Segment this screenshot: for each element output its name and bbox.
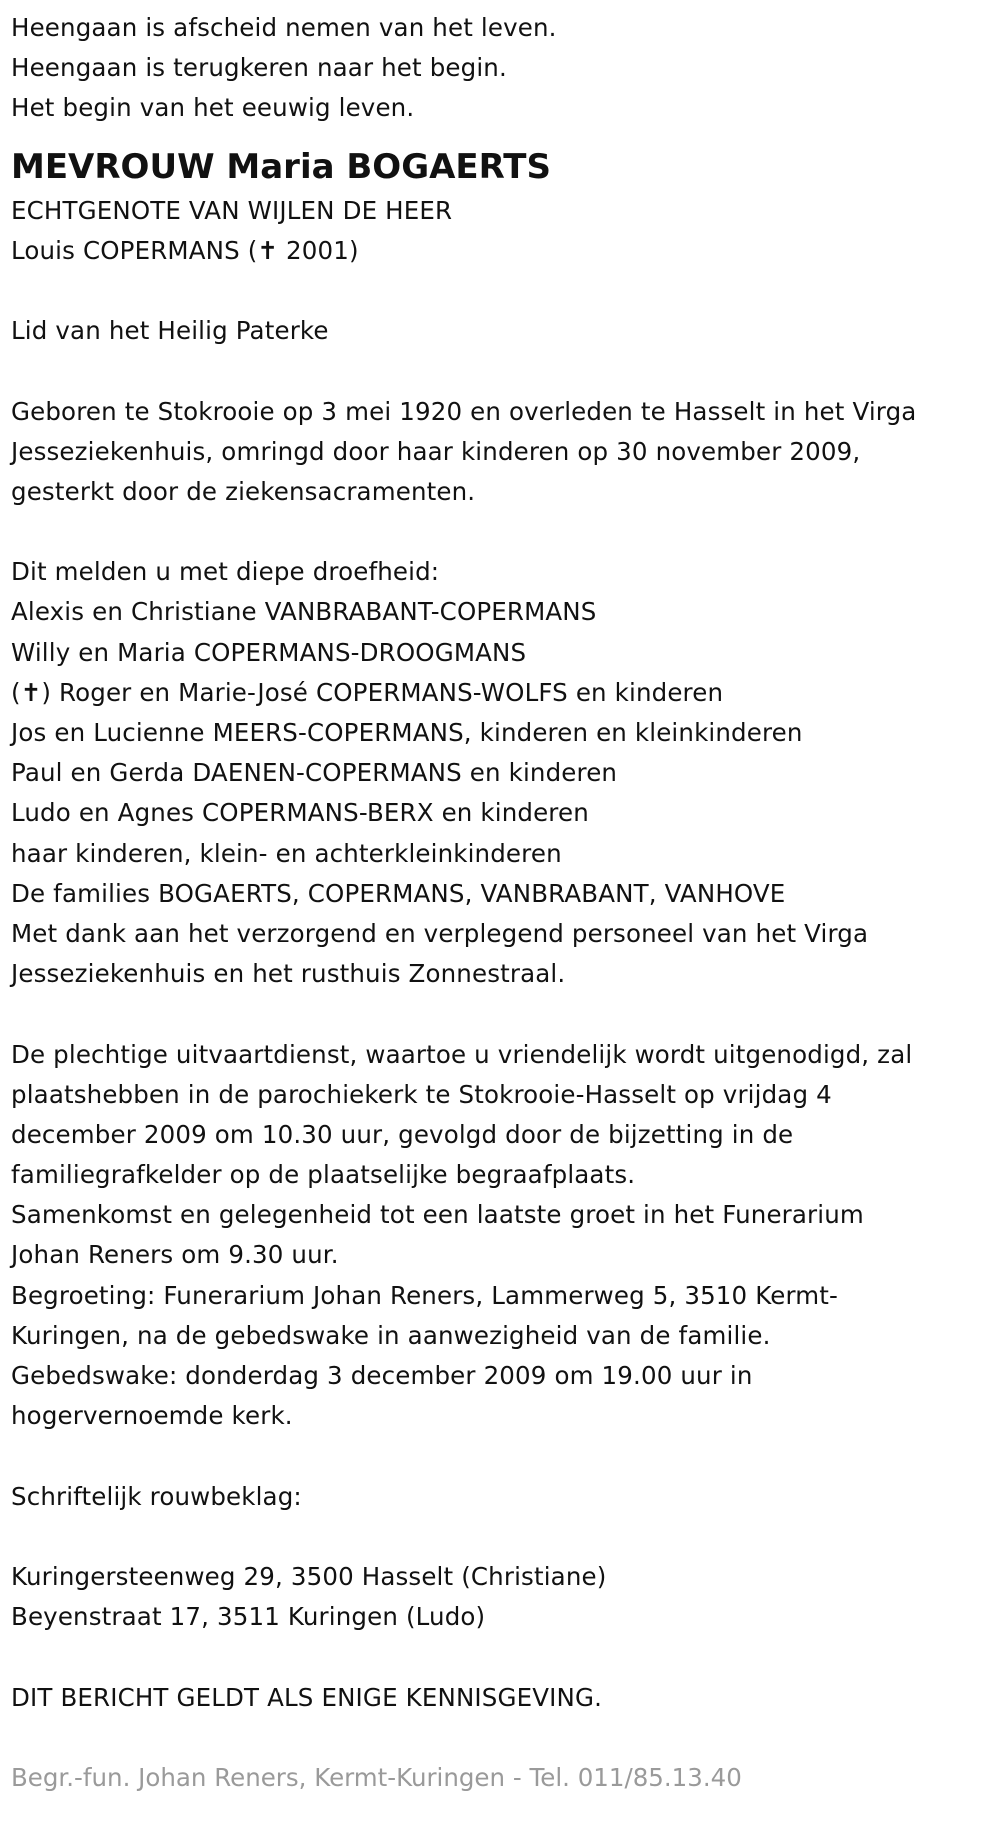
mourners-line: Jos en Lucienne MEERS-COPERMANS, kinderen en kleinkinderen bbox=[11, 718, 803, 747]
mourners-line: De families BOGAERTS, COPERMANS, VANBRABANT, VANHOVE bbox=[11, 878, 786, 908]
address-line: Kuringersteenweg 29, 3500 Hasselt (Christiane) bbox=[11, 1561, 607, 1591]
obituary-notice bbox=[11, 8, 996, 1798]
funeral-line: familiegrafkelder op de plaatselijke begraafplaats. bbox=[11, 1160, 636, 1190]
funeral-line: Kuringen, na de gebedswake in aanwezigheid van de familie. bbox=[11, 1320, 771, 1350]
membership-text: Lid van het Heilig Paterke bbox=[11, 316, 329, 346]
spouse-line: Louis COPERMANS (✝ 2001) bbox=[11, 235, 359, 265]
funeral-line: Samenkomst en gelegenheid tot een laatste groet in het Funerarium bbox=[11, 1200, 864, 1230]
spouse-line: ECHTGENOTE VAN WIJLEN DE HEER bbox=[11, 195, 453, 225]
intro-line: Heengaan is afscheid nemen van het leven. bbox=[11, 13, 557, 42]
mourners-line: (✝) Roger en Marie-José COPERMANS-WOLFS en kinderen bbox=[11, 677, 724, 707]
birth-death-line: Jesseziekenhuis, omringd door haar kinderen op 30 november 2009, bbox=[11, 436, 861, 466]
funeral-line: Begroeting: Funerarium Johan Reners, Lammerweg 5, 3510 Kermt- bbox=[11, 1280, 838, 1310]
birth-death-info bbox=[11, 392, 996, 513]
condolence-addresses bbox=[11, 1557, 996, 1637]
mourners-line: Met dank aan het verzorgend en verplegend personeel van het Virga bbox=[11, 918, 869, 948]
funeral-line: De plechtige uitvaartdienst, waartoe u vriendelijk wordt uitgenodigd, zal bbox=[11, 1039, 913, 1069]
mourners-line: Paul en Gerda DAENEN-COPERMANS en kinderen bbox=[11, 758, 618, 788]
address-line: Beyenstraat 17, 3511 Kuringen (Ludo) bbox=[11, 1602, 486, 1632]
mourners-line: haar kinderen, klein- en achterkleinkinderen bbox=[11, 838, 562, 868]
intro-line: Het begin van het eeuwig leven. bbox=[11, 93, 415, 123]
funeral-home-footer: Begr.-fun. Johan Reners, Kermt-Kuringen - Tel. 011/85.13.40 bbox=[11, 1762, 742, 1792]
official-notice: DIT BERICHT GELDT ALS ENIGE KENNISGEVING. bbox=[11, 1682, 603, 1712]
mourners-line: Dit melden u met diepe droefheid: bbox=[11, 557, 440, 587]
spouse-info bbox=[11, 191, 996, 271]
birth-death-line: gesterkt door de ziekensacramenten. bbox=[11, 476, 476, 506]
funeral-details bbox=[11, 1035, 996, 1437]
funeral-line: plaatshebben in de parochiekerk te Stokrooie-Hasselt op vrijdag 4 bbox=[11, 1079, 832, 1109]
deceased-name: MEVROUW Maria BOGAERTS bbox=[11, 146, 551, 187]
mourners-line: Ludo en Agnes COPERMANS-BERX en kinderen bbox=[11, 798, 589, 828]
intro-line: Heengaan is terugkeren naar het begin. bbox=[11, 53, 507, 83]
birth-death-line: Geboren te Stokrooie op 3 mei 1920 en overleden te Hasselt in het Virga bbox=[11, 396, 917, 426]
intro-poem bbox=[11, 8, 996, 129]
condolence-label: Schriftelijk rouwbeklag: bbox=[11, 1481, 302, 1511]
mourners-line: Jesseziekenhuis en het rusthuis Zonnestraal. bbox=[11, 959, 566, 989]
mourners-list bbox=[11, 552, 996, 994]
mourners-line: Alexis en Christiane VANBRABANT-COPERMANS bbox=[11, 597, 597, 627]
funeral-line: hogervernoemde kerk. bbox=[11, 1401, 293, 1431]
funeral-line: Gebedswake: donderdag 3 december 2009 om 19.00 uur in bbox=[11, 1361, 753, 1390]
funeral-line: december 2009 om 10.30 uur, gevolgd door de bijzetting in de bbox=[11, 1119, 794, 1149]
funeral-line: Johan Reners om 9.30 uur. bbox=[11, 1240, 339, 1270]
mourners-line: Willy en Maria COPERMANS-DROOGMANS bbox=[11, 637, 527, 667]
